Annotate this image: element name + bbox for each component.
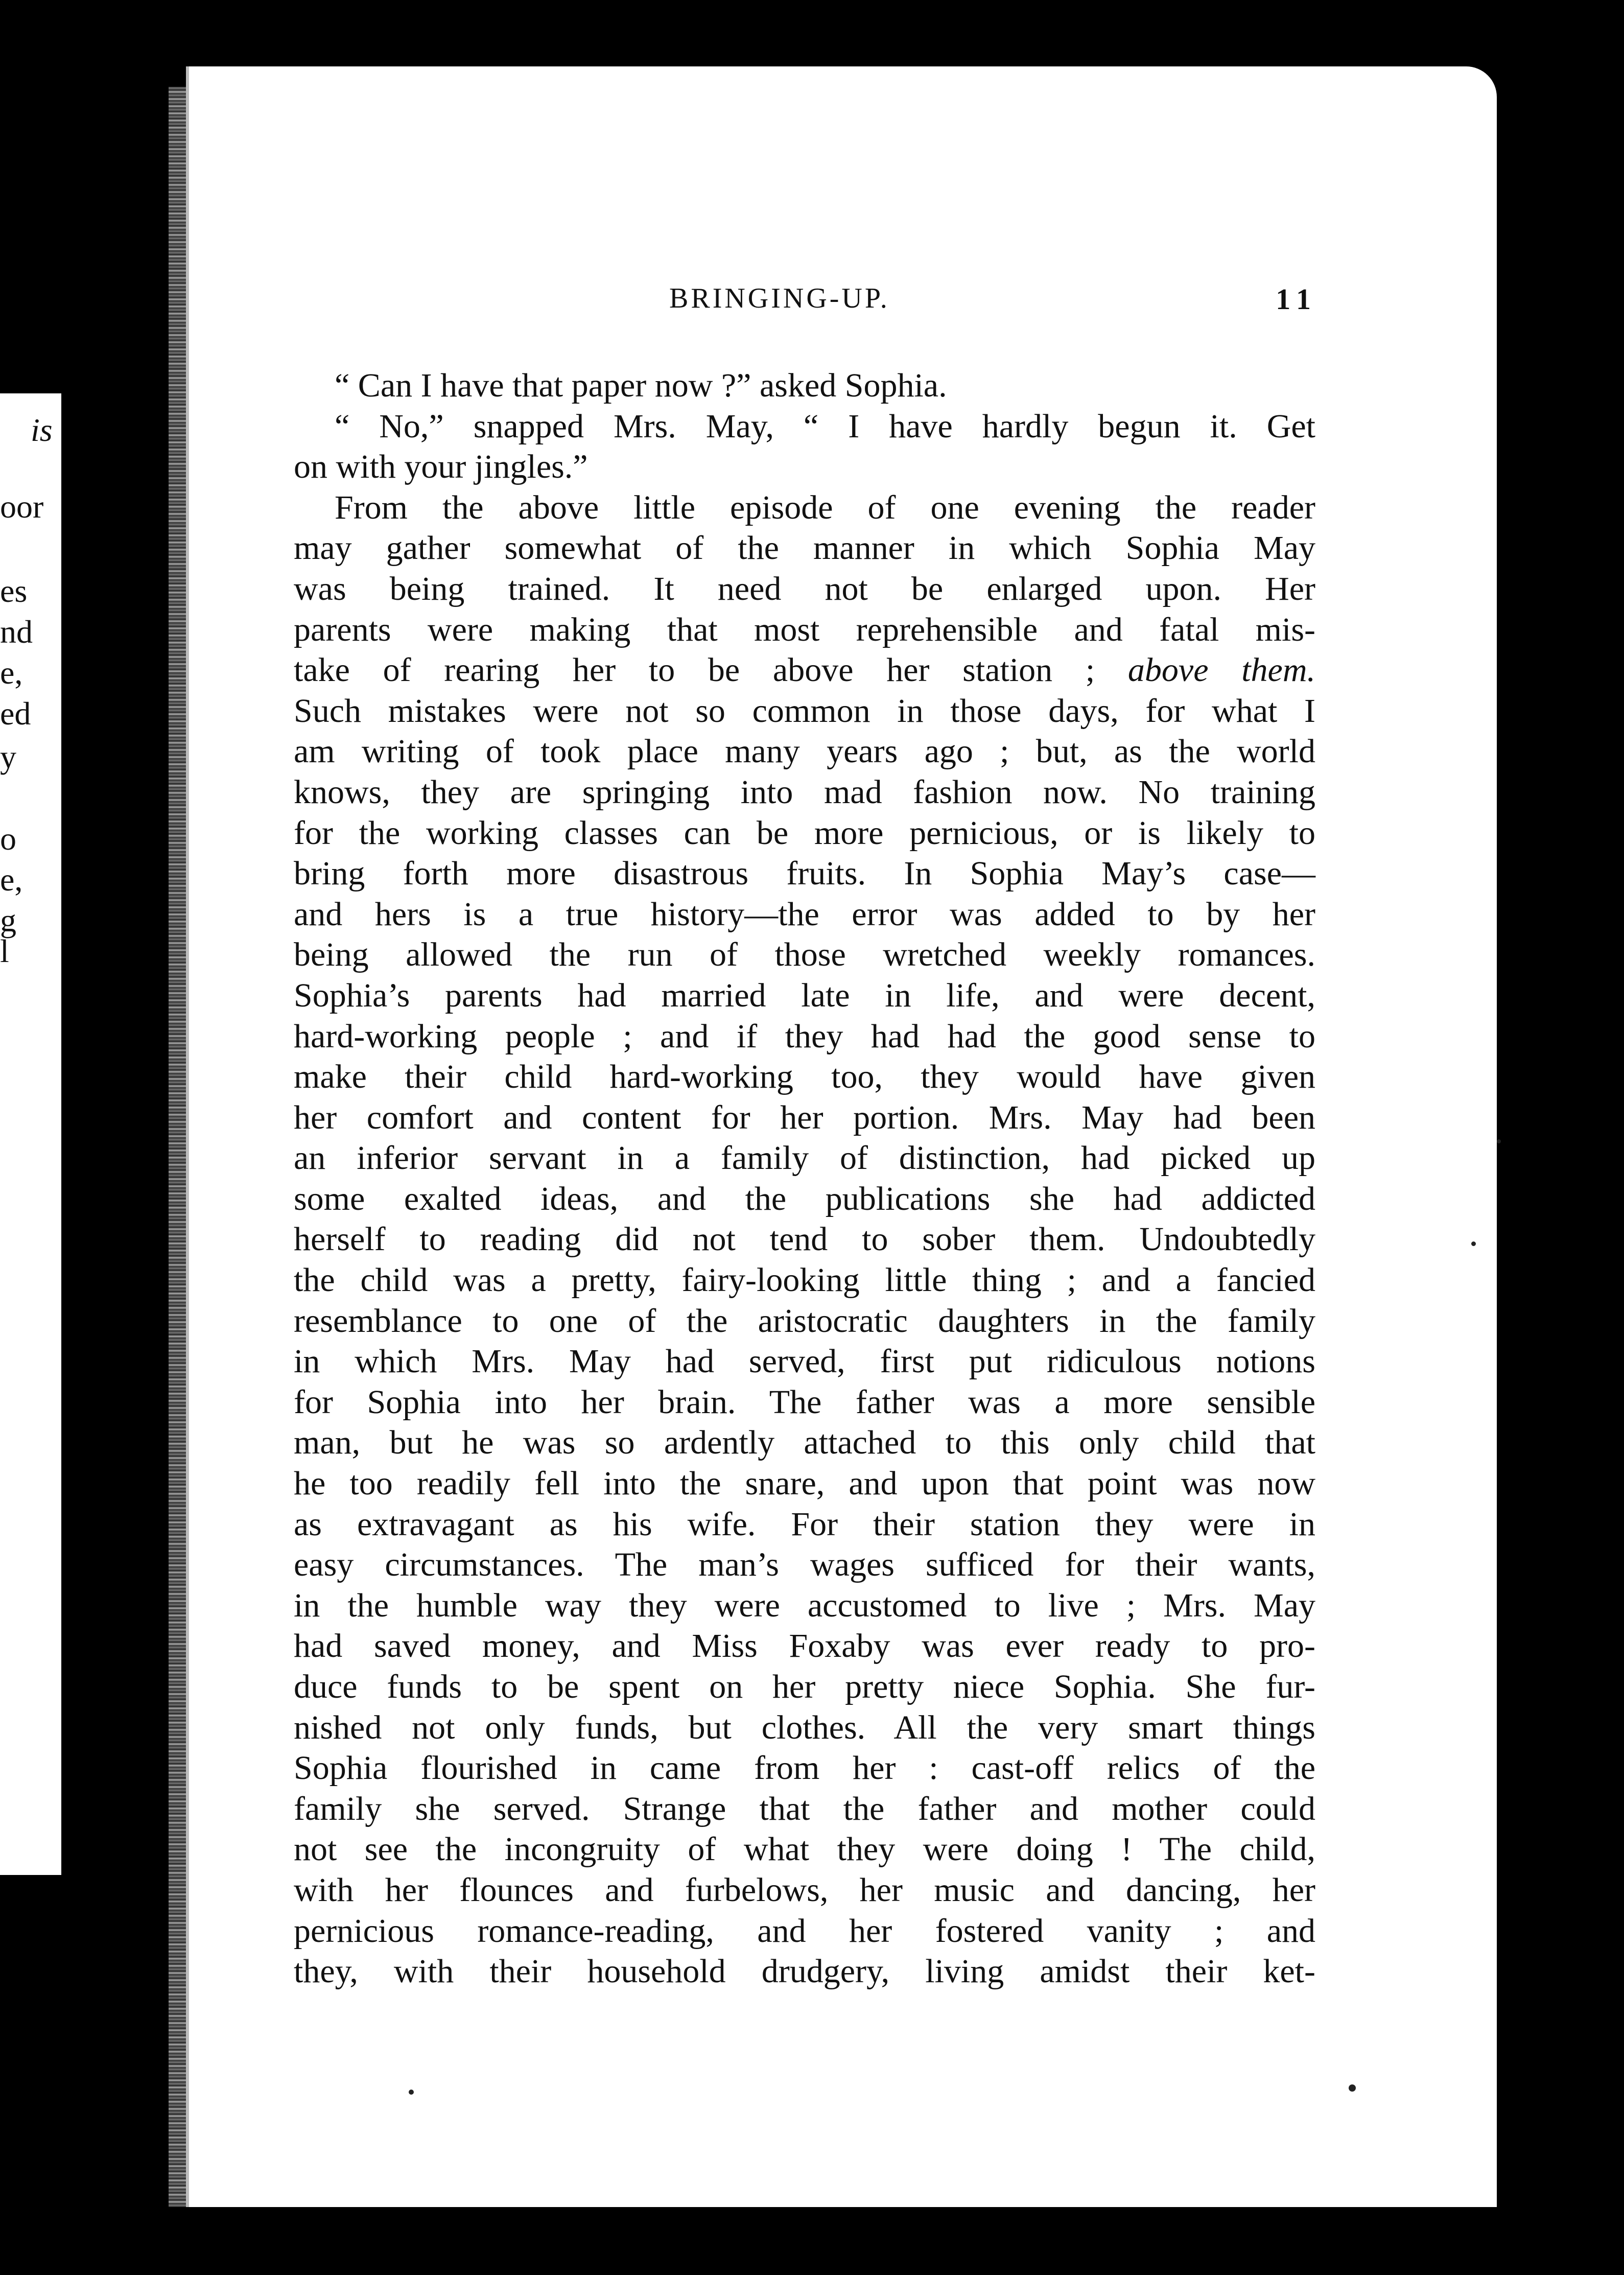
text-line: make their child hard-working too, they would have given bbox=[294, 1058, 1315, 1096]
text-line: “ Can I have that paper now ?” asked Sophia. bbox=[335, 367, 947, 404]
text-line: easy circumstances. The man’s wages sufficed for their wants, bbox=[294, 1546, 1315, 1584]
text-line: may gather somewhat of the manner in which Sophia May bbox=[294, 529, 1315, 567]
facing-page-letter: l bbox=[0, 933, 9, 969]
text-line: knows, they are springing into mad fashion now. No training bbox=[294, 773, 1315, 811]
text-line: family she served. Strange that the father and mother could bbox=[294, 1790, 1315, 1827]
facing-page-letter: oor bbox=[0, 488, 44, 525]
text-line: bring forth more disastrous fruits. In Sophia May’s case— bbox=[294, 855, 1315, 893]
text-line: pernicious romance-reading, and her fostered vanity ; and bbox=[294, 1912, 1315, 1950]
facing-page-letter: o bbox=[0, 820, 16, 857]
text-line: for the working classes can be more pernicious, or is likely to bbox=[294, 814, 1315, 852]
text-line: Sophia flourished in came from her : cast-off relics of the bbox=[294, 1749, 1315, 1787]
print-speck bbox=[409, 2090, 414, 2095]
text-line: Such mistakes were not so common in those days, for what I bbox=[294, 692, 1315, 730]
text-line: parents were making that most reprehensible and fatal mis- bbox=[294, 611, 1315, 648]
text-line: he too readily fell into the snare, and upon that point was now bbox=[294, 1465, 1315, 1503]
text-line: they, with their household drudgery, living amidst their ket- bbox=[294, 1953, 1315, 1990]
italic-emphasis: above them. bbox=[1127, 651, 1315, 689]
text-line: an inferior servant in a family of distinction, had picked up bbox=[294, 1139, 1315, 1177]
facing-page-letter: nd bbox=[0, 614, 33, 650]
text-line: am writing of took place many years ago ; but, as the world bbox=[294, 733, 1315, 770]
text-line: nished not only funds, but clothes. All the very smart things bbox=[294, 1708, 1315, 1746]
page-number: 11 bbox=[1276, 283, 1318, 316]
text-line: hard-working people ; and if they had had the good sense to bbox=[294, 1017, 1315, 1055]
text-line: had saved money, and Miss Foxaby was ever ready to pro- bbox=[294, 1627, 1315, 1665]
page-header bbox=[296, 282, 1318, 328]
facing-page-letter: y bbox=[0, 739, 16, 775]
text-line: Sophia’s parents had married late in life, and were decent, bbox=[294, 976, 1315, 1014]
facing-page-letter: is bbox=[31, 412, 53, 448]
text-line: herself to reading did not tend to sober them. Undoubtedly bbox=[294, 1221, 1315, 1258]
text-line: for Sophia into her brain. The father was a more sensible bbox=[294, 1383, 1315, 1421]
print-speck bbox=[1497, 1139, 1501, 1143]
text-line: the child was a pretty, fairy-looking little thing ; and a fancied bbox=[294, 1261, 1315, 1299]
text-line: From the above little episode of one evening the reader bbox=[335, 488, 1315, 526]
running-title: BRINGING-UP. bbox=[669, 283, 890, 314]
text-line: her comfort and content for her portion. Mrs. May had been bbox=[294, 1098, 1315, 1136]
text-line: some exalted ideas, and the publications she had addicted bbox=[294, 1180, 1315, 1217]
facing-page-letter: es bbox=[0, 573, 28, 609]
body-text bbox=[294, 365, 1315, 1992]
print-speck bbox=[1349, 2084, 1356, 2092]
facing-page-letter: ed bbox=[0, 695, 31, 732]
text-line: being allowed the run of those wretched weekly romances. bbox=[294, 936, 1315, 974]
facing-page-letter: g bbox=[0, 902, 16, 939]
text-line: was being trained. It need not be enlarged upon. Her bbox=[294, 570, 1315, 607]
text-line: resemblance to one of the aristocratic daughters in the family bbox=[294, 1302, 1315, 1340]
text-line: take of rearing her to be above her station ; above them. bbox=[294, 651, 1315, 689]
text-line: in the humble way they were accustomed to live ; Mrs. May bbox=[294, 1586, 1315, 1624]
text-line: not see the incongruity of what they were doing ! The child, bbox=[294, 1831, 1315, 1868]
print-speck bbox=[1471, 1241, 1476, 1246]
text-line: on with your jingles.” bbox=[294, 448, 588, 486]
text-line: and hers is a true history—the error was added to by her bbox=[294, 895, 1315, 933]
text-line: duce funds to be spent on her pretty niece Sophia. She fur- bbox=[294, 1668, 1315, 1705]
text-line: with her flounces and furbelows, her music and dancing, her bbox=[294, 1871, 1315, 1909]
text-line: man, but he was so ardently attached to this only child that bbox=[294, 1424, 1315, 1462]
facing-page-letter: e, bbox=[0, 654, 23, 691]
facing-page-fragment bbox=[0, 393, 61, 1875]
facing-page-letter: e, bbox=[0, 861, 23, 898]
text-line: “ No,” snapped Mrs. May, “ I have hardly begun it. Get bbox=[335, 407, 1315, 445]
text-line: as extravagant as his wife. For their station they were in bbox=[294, 1505, 1315, 1543]
text-line: in which Mrs. May had served, first put ridiculous notions bbox=[294, 1343, 1315, 1380]
